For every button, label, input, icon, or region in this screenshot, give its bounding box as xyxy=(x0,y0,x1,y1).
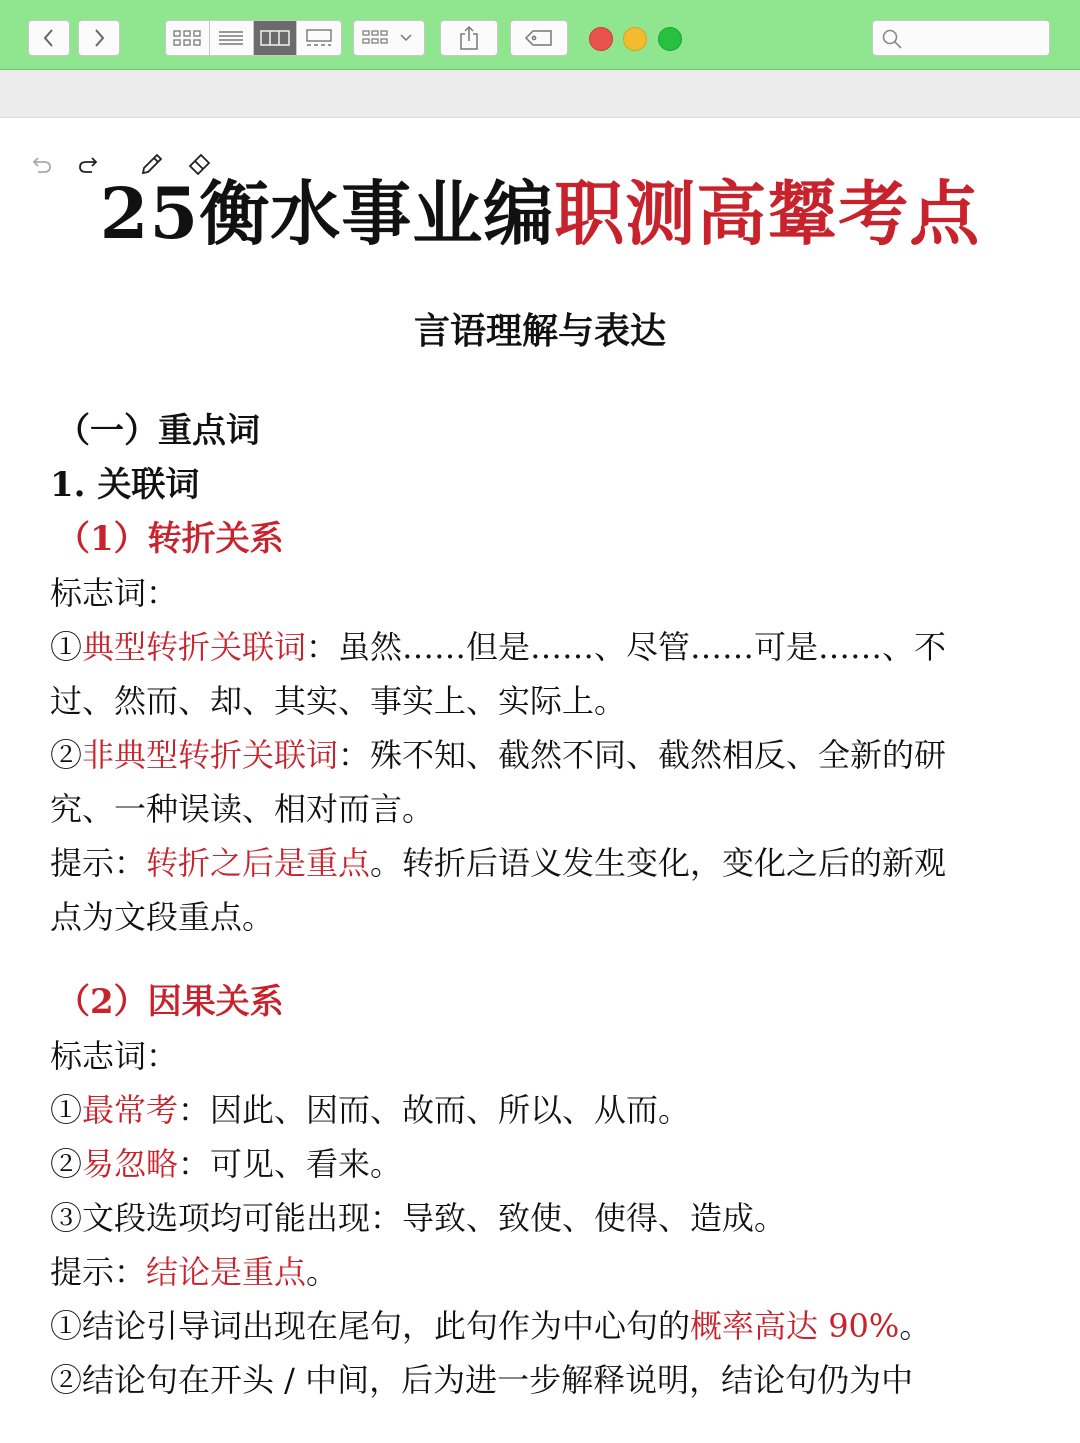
forward-button[interactable] xyxy=(78,20,120,56)
column-view-icon xyxy=(260,28,290,48)
title-red-part: 职测高颦考点 xyxy=(554,172,981,255)
search-icon xyxy=(881,28,903,50)
item-text: ：可见、看来。 xyxy=(178,1145,403,1183)
chevron-right-icon xyxy=(91,27,107,49)
group-dropdown-icon xyxy=(361,28,417,48)
highlight-text: 典型转折关联词 xyxy=(82,628,307,666)
highlight-text: 转折之后是重点 xyxy=(146,844,371,882)
tag-icon xyxy=(524,28,554,48)
close-window-button[interactable] xyxy=(589,27,613,51)
back-button[interactable] xyxy=(28,20,70,56)
window-toolbar xyxy=(0,0,1080,70)
heading-key-words: （一）重点词 xyxy=(56,411,260,451)
causal-tip xyxy=(50,1247,338,1297)
list-view-button[interactable] xyxy=(210,21,254,55)
heading-connectives: 1. 关联词 xyxy=(50,465,200,505)
grid-view-button[interactable] xyxy=(166,21,210,55)
highlight-text: 结论是重点 xyxy=(146,1253,307,1291)
grid-view-icon xyxy=(172,28,202,48)
view-mode-segmented-control xyxy=(165,20,342,56)
markup-toolbar xyxy=(0,70,1080,118)
share-button[interactable] xyxy=(440,20,498,56)
tip-label: 提示： xyxy=(50,844,147,882)
heading-causal: （2）因果关系 xyxy=(56,982,284,1022)
item-number: ① xyxy=(50,628,83,666)
minimize-window-button[interactable] xyxy=(623,27,647,51)
document-title xyxy=(0,168,1080,260)
transition-item-1-cont: 过、然而、却、其实、事实上、实际上。 xyxy=(50,682,627,720)
item-text: ：虽然……但是……、尽管……可是……、不 xyxy=(306,628,947,666)
marker-label-1: 标志词： xyxy=(50,574,179,612)
highlight-text: 概率高达 90% xyxy=(690,1307,900,1345)
transition-item-2 xyxy=(50,730,946,780)
search-input[interactable] xyxy=(909,27,1043,51)
causal-note-1 xyxy=(50,1301,931,1351)
causal-note-2: ②结论句在开头 / 中间，后为进一步解释说明，结论句仍为中 xyxy=(50,1361,914,1399)
transition-item-1 xyxy=(50,622,946,672)
column-view-button[interactable] xyxy=(254,21,298,55)
title-black-part: 25衡水事业编 xyxy=(99,172,555,255)
tip-label: 提示： xyxy=(50,1253,147,1291)
group-by-dropdown[interactable] xyxy=(353,20,425,56)
transition-tip-cont: 点为文段重点。 xyxy=(50,898,275,936)
note-end: 。 xyxy=(899,1307,932,1345)
heading-transition: （1）转折关系 xyxy=(56,519,284,559)
gallery-view-button[interactable] xyxy=(297,21,341,55)
share-icon xyxy=(458,25,480,51)
highlight-text: 最常考 xyxy=(82,1091,179,1129)
item-number: ② xyxy=(50,1145,83,1183)
note-text: ①结论引导词出现在尾句，此句作为中心句的 xyxy=(50,1307,691,1345)
causal-item-1 xyxy=(50,1085,690,1135)
zoom-window-button[interactable] xyxy=(658,27,682,51)
tip-text: 。转折后语义发生变化，变化之后的新观 xyxy=(370,844,947,882)
transition-item-2-cont: 究、一种误读、相对而言。 xyxy=(50,790,435,828)
highlight-text: 易忽略 xyxy=(82,1145,179,1183)
marker-label-2: 标志词： xyxy=(50,1037,179,1075)
section-subtitle: 言语理解与表达 xyxy=(413,310,666,352)
item-number: ① xyxy=(50,1091,83,1129)
item-text: ：殊不知、截然不同、截然相反、全新的研 xyxy=(338,736,947,774)
gallery-view-icon xyxy=(304,28,334,48)
tip-end: 。 xyxy=(306,1253,339,1291)
chevron-left-icon xyxy=(41,27,57,49)
search-field[interactable] xyxy=(872,20,1050,56)
causal-item-2 xyxy=(50,1139,402,1189)
item-text: ：因此、因而、故而、所以、从而。 xyxy=(178,1091,691,1129)
item-number: ② xyxy=(50,736,83,774)
list-view-icon xyxy=(218,28,244,48)
tag-button[interactable] xyxy=(510,20,568,56)
transition-tip xyxy=(50,838,946,888)
causal-item-3: ③文段选项均可能出现：导致、致使、使得、造成。 xyxy=(50,1199,787,1237)
highlight-text: 非典型转折关联词 xyxy=(82,736,339,774)
